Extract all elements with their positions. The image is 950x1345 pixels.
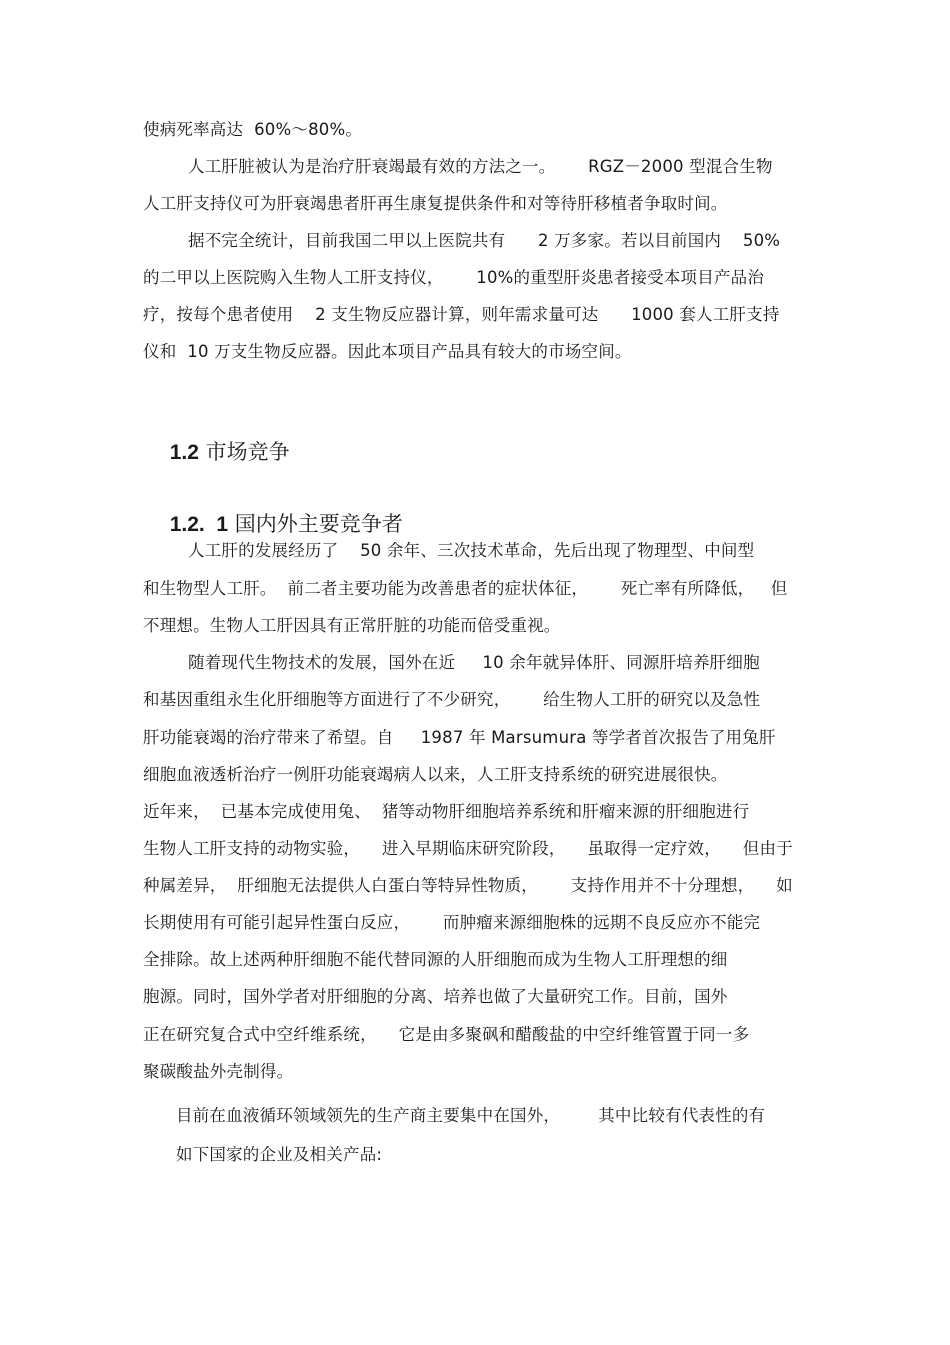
paragraph-line: 使病死率高达 60%～80%。 <box>143 120 363 139</box>
paragraph-line: 目前在血液循环领域领先的生产商主要集中在国外， 其中比较有代表性的有 <box>176 1106 766 1125</box>
section-title: 市场竞争 <box>198 440 290 464</box>
paragraph-line: 和基因重组永生化肝细胞等方面进行了不少研究， 给生物人工肝的研究以及急性 <box>143 690 761 709</box>
section-number: 1.2 <box>169 441 199 464</box>
paragraph-line: 全排除。故上述两种肝细胞不能代替同源的人肝细胞而成为生物人工肝理想的细 <box>143 950 728 969</box>
paragraph-line: 据不完全统计，目前我国二甲以上医院共有 2 万多家。若以目前国内 50% <box>188 231 781 250</box>
paragraph-line: 如下国家的企业及相关产品: <box>176 1145 383 1164</box>
paragraph-line: 近年来， 已基本完成使用兔、 猪等动物肝细胞培养系统和肝瘤来源的肝细胞进行 <box>143 802 750 821</box>
paragraph-line: 正在研究复合式中空纤维系统， 它是由多聚砜和醋酸盐的中空纤维管置于同一多 <box>143 1025 750 1044</box>
paragraph-line: 人工肝的发展经历了 50 余年、三次技术革命，先后出现了物理型、中间型 <box>188 541 755 560</box>
paragraph-line: 的二甲以上医院购入生物人工肝支持仪， 10%的重型肝炎患者接受本项目产品治 <box>143 268 765 287</box>
subsection-number: 1.2. 1 <box>169 513 229 536</box>
paragraph-line: 种属差异， 肝细胞无法提供人白蛋白等特异性物质， 支持作用并不十分理想， 如 <box>143 876 793 895</box>
paragraph-line: 生物人工肝支持的动物实验， 进入早期临床研究阶段， 虽取得一定疗效， 但由于 <box>143 839 793 858</box>
paragraph-line: 胞源。同时，国外学者对肝细胞的分离、培养也做了大量研究工作。目前，国外 <box>143 987 728 1006</box>
paragraph-line: 肝功能衰竭的治疗带来了希望。自 1987 年 Marsumura 等学者首次报告了用兔肝 <box>143 728 776 747</box>
paragraph-line: 人工肝脏被认为是治疗肝衰竭最有效的方法之一。 RGZ－2000 型混合生物 <box>188 157 773 176</box>
paragraph-line: 长期使用有可能引起异性蛋白反应， 而肿瘤来源细胞株的远期不良反应亦不能完 <box>143 913 761 932</box>
paragraph-line: 聚碳酸盐外壳制得。 <box>143 1062 294 1081</box>
paragraph-line: 人工肝支持仪可为肝衰竭患者肝再生康复提供条件和对等待肝移植者争取时间。 <box>143 194 728 213</box>
subsection-title: 国内外主要竞争者 <box>228 512 403 536</box>
paragraph-line: 和生物型人工肝。 前二者主要功能为改善患者的症状体征， 死亡率有所降低， 但 <box>143 579 788 598</box>
paragraph-line: 疗，按每个患者使用 2 支生物反应器计算，则年需求量可达 1000 套人工肝支持 <box>143 305 780 324</box>
paragraph-line: 细胞血液透析治疗一例肝功能衰竭病人以来，人工肝支持系统的研究进展很快。 <box>143 765 728 784</box>
paragraph-line: 不理想。生物人工肝因具有正常肝脏的功能而倍受重视。 <box>143 616 561 635</box>
paragraph-line: 仪和 10 万支生物反应器。因此本项目产品具有较大的市场空间。 <box>143 342 632 361</box>
paragraph-line: 随着现代生物技术的发展，国外在近 10 余年就异体肝、同源肝培养肝细胞 <box>188 653 760 672</box>
